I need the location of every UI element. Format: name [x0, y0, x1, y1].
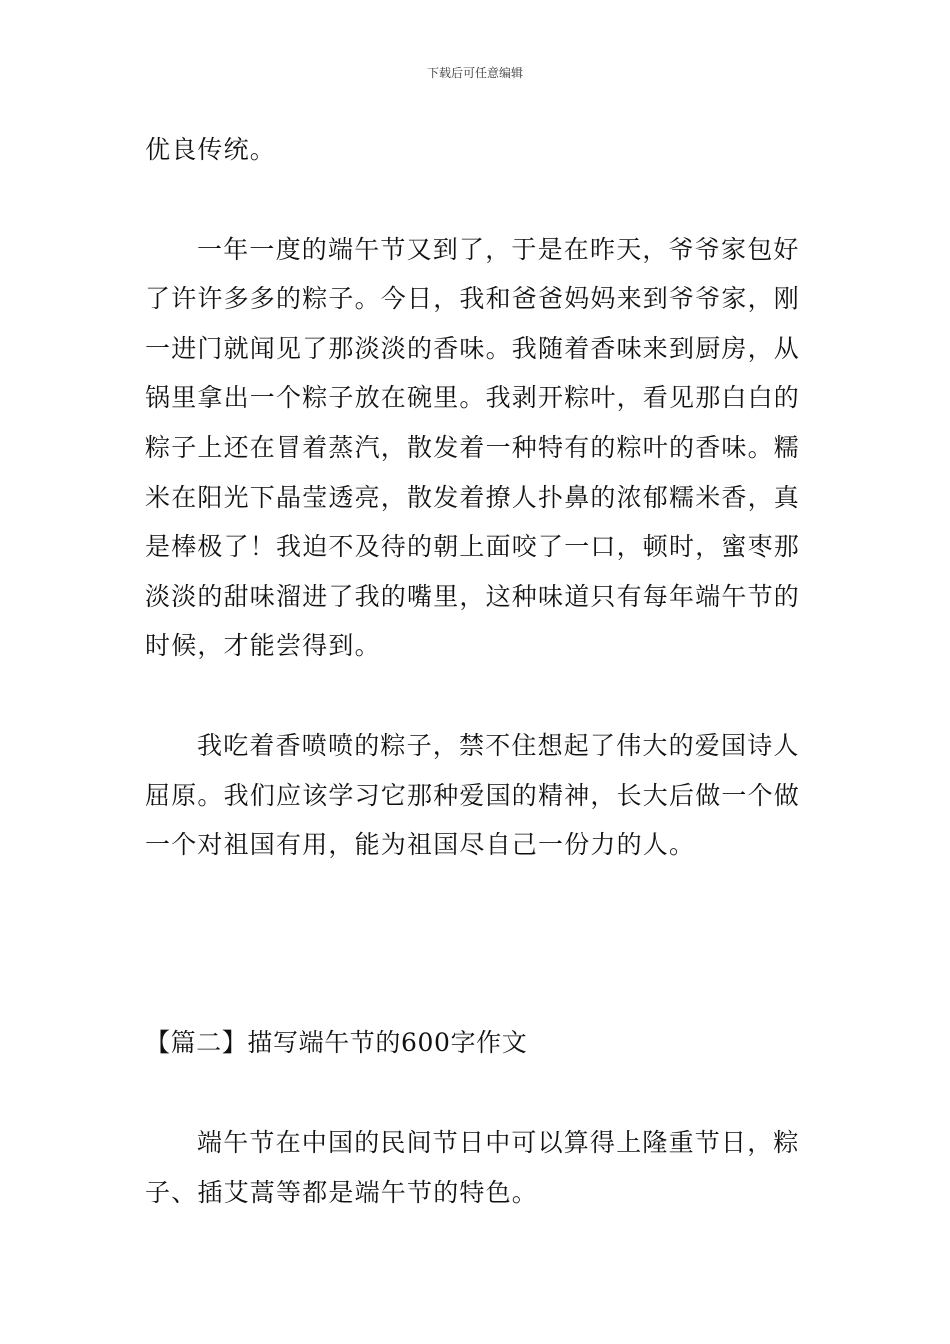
- text-line: 米在阳光下晶莹透亮，散发着撩人扑鼻的浓郁糯米香，真: [145, 483, 801, 512]
- section-heading: 【篇二】描写端午节的600字作文: [145, 1028, 528, 1057]
- text-line: 一进门就闻见了那淡淡的香味。我随着香味来到厨房，从: [145, 334, 801, 363]
- text-line: 我吃着香喷喷的粽子，禁不住想起了伟大的爱国诗人: [197, 731, 800, 760]
- text-line: 粽子上还在冒着蒸汽，散发着一种特有的粽叶的香味。糯: [145, 433, 801, 462]
- text-line: 了许许多多的粽子。今日，我和爸爸妈妈来到爷爷家，刚: [145, 284, 801, 313]
- text-line: 锅里拿出一个粽子放在碗里。我剥开粽叶，看见那白白的: [145, 383, 801, 412]
- text-line: 屈原。我们应该学习它那种爱国的精神，长大后做一个做: [145, 781, 801, 810]
- text-line: 淡淡的甜味溜进了我的嘴里，这种味道只有每年端午节的: [145, 582, 801, 611]
- text-line: 是棒极了！我迫不及待的朝上面咬了一口，顿时，蜜枣那: [145, 532, 801, 561]
- text-line: 时候，才能尝得到。: [145, 631, 381, 660]
- text-line: 一个对祖国有用，能为祖国尽自己一份力的人。: [145, 830, 696, 859]
- text-line: 子、插艾蒿等都是端午节的特色。: [145, 1178, 539, 1207]
- page-header-note: 下载后可任意编辑: [426, 66, 523, 80]
- text-line: 端午节在中国的民间节日中可以算得上隆重节日，粽: [197, 1128, 800, 1157]
- text-line: 优良传统。: [145, 135, 277, 164]
- text-line: 一年一度的端午节又到了，于是在昨天，爷爷家包好: [197, 235, 800, 264]
